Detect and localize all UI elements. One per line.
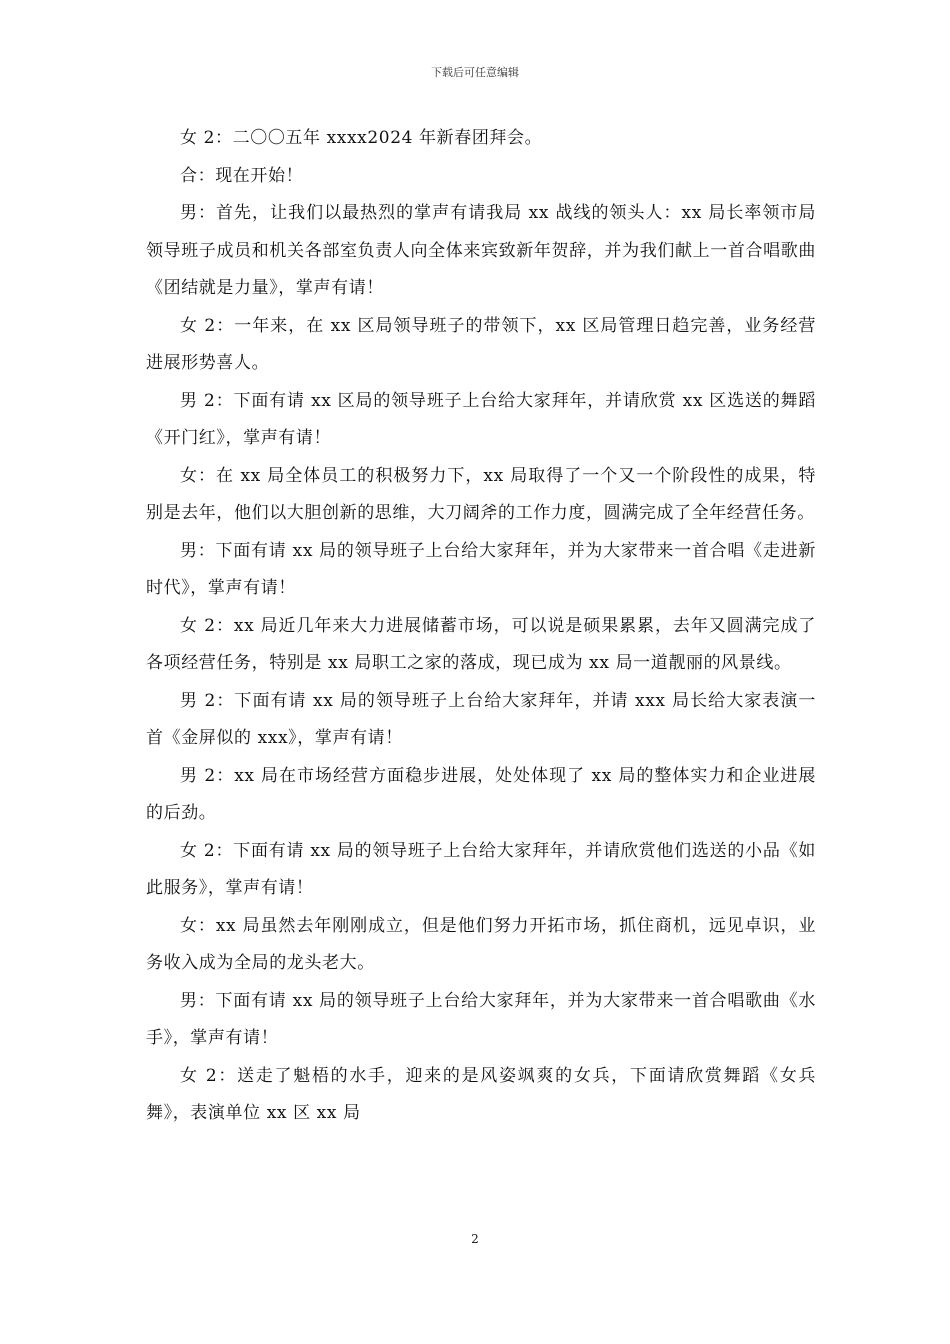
paragraph: 男：首先，让我们以最热烈的掌声有请我局 xx 战线的领头人：xx 局长率领市局领导班子成员和机关各部室负责人向全体来宾致新年贺辞，并为我们献上一首合唱歌曲《团结就是力量》，掌声有请！ bbox=[146, 203, 816, 298]
paragraph: 男：下面有请 xx 局的领导班子上台给大家拜年，并为大家带来一首合唱《走进新时代》，掌声有请！ bbox=[146, 540, 816, 598]
paragraph: 女 2：xx 局近几年来大力进展储蓄市场，可以说是硕果累累，去年又圆满完成了各项经营任务，特别是 xx 局职工之家的落成，现已成为 xx 局一道靓丽的风景线。 bbox=[146, 615, 816, 673]
page-header: 下载后可任意编辑 bbox=[431, 66, 519, 79]
paragraph: 女：xx 局虽然去年刚刚成立，但是他们努力开拓市场，抓住商机，远见卓识，业务收入成为全局的龙头老大。 bbox=[146, 915, 816, 973]
paragraph: 女 2：二〇〇五年 xxxx2024 年新春团拜会。 bbox=[180, 128, 543, 148]
page-number: 2 bbox=[471, 1232, 479, 1246]
paragraph: 男 2：下面有请 xx 局的领导班子上台给大家拜年，并请 xxx 局长给大家表演一首《金屏似的 xxx》，掌声有请！ bbox=[146, 690, 816, 748]
paragraph: 男 2：xx 局在市场经营方面稳步进展，处处体现了 xx 局的整体实力和企业进展的后劲。 bbox=[146, 765, 816, 823]
paragraph: 女 2：送走了魁梧的水手，迎来的是风姿飒爽的女兵，下面请欣赏舞蹈《女兵舞》，表演单位 xx 区 xx 局 bbox=[146, 1065, 816, 1123]
paragraph: 女 2：一年来，在 xx 区局领导班子的带领下，xx 区局管理日趋完善，业务经营进展形势喜人。 bbox=[146, 315, 816, 373]
paragraph: 女：在 xx 局全体员工的积极努力下，xx 局取得了一个又一个阶段性的成果，特别是去年，他们以大胆创新的思维，大刀阔斧的工作力度，圆满完成了全年经营任务。 bbox=[146, 465, 816, 523]
paragraph: 女 2：下面有请 xx 局的领导班子上台给大家拜年，并请欣赏他们选送的小品《如此服务》，掌声有请！ bbox=[146, 840, 816, 898]
paragraph: 男 2：下面有请 xx 区局的领导班子上台给大家拜年，并请欣赏 xx 区选送的舞蹈《开门红》，掌声有请！ bbox=[146, 390, 816, 448]
paragraph: 男：下面有请 xx 局的领导班子上台给大家拜年，并为大家带来一首合唱歌曲《水手》，掌声有请！ bbox=[146, 990, 816, 1048]
document-body bbox=[146, 120, 816, 1133]
paragraph: 合：现在开始！ bbox=[180, 165, 304, 186]
